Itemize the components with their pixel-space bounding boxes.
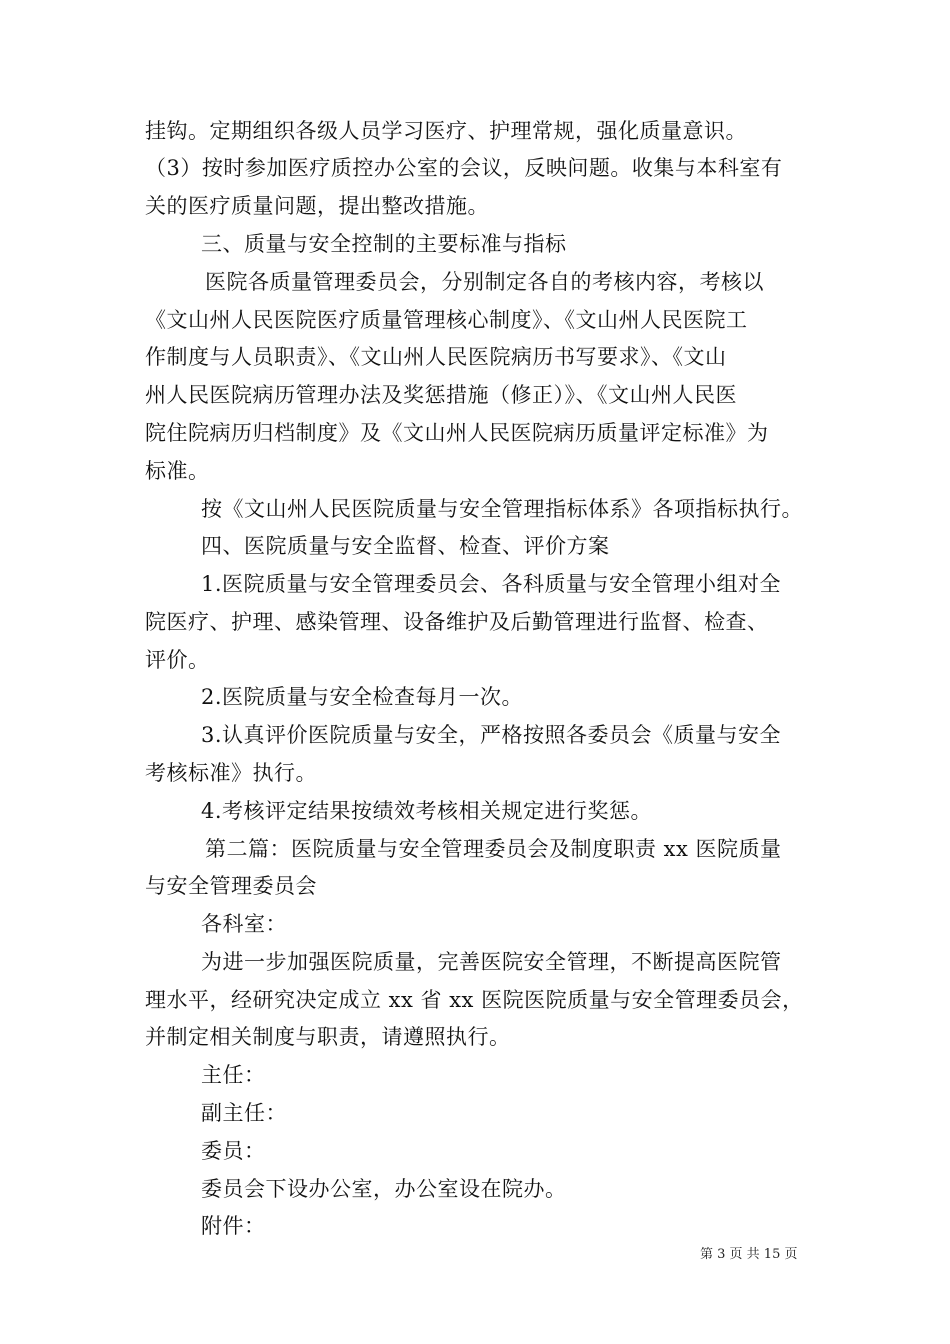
text-line: 作制度与人员职责》、《文山州人民医院病历书写要求》、《文山 — [145, 345, 727, 369]
field-label: 主任： — [201, 1063, 266, 1087]
text-line: 评价。 — [145, 648, 210, 672]
chapter-heading: 第二篇：医院质量与安全管理委员会及制度职责 xx 医院质量 — [205, 837, 782, 861]
chapter-heading: 与安全管理委员会 — [145, 874, 317, 898]
field-label: 副主任： — [201, 1101, 287, 1125]
text-line: 医院各质量管理委员会，分别制定各自的考核内容，考核以 — [205, 270, 764, 294]
text-line: 院住院病历归档制度》及《文山州人民医院病历质量评定标准》为 — [145, 421, 769, 445]
text-line: 考核标准》执行。 — [145, 761, 317, 785]
text-line: 院医疗、护理、感染管理、设备维护及后勤管理进行监督、检查、 — [145, 610, 769, 634]
text-line: 关的医疗质量问题，提出整改措施。 — [145, 194, 489, 218]
text-line: 《文山州人民医院医疗质量管理核心制度》、《文山州人民医院工 — [145, 308, 748, 332]
salutation: 各科室： — [201, 912, 287, 936]
section-heading: 三、质量与安全控制的主要标准与指标 — [201, 232, 567, 256]
list-item: 4.考核评定结果按绩效考核相关规定进行奖惩。 — [201, 799, 653, 823]
text-line: 委员会下设办公室，办公室设在院办。 — [201, 1177, 567, 1201]
text-line: 按《文山州人民医院质量与安全管理指标体系》各项指标执行。 — [201, 497, 803, 521]
list-item: 3.认真评价医院质量与安全，严格按照各委员会《质量与安全 — [201, 723, 782, 747]
field-label: 附件： — [201, 1214, 266, 1238]
page-number: 第 3 页 共 15 页 — [700, 1247, 798, 1262]
text-line: 并制定相关制度与职责，请遵照执行。 — [145, 1025, 511, 1049]
text-line: 标准。 — [145, 459, 210, 483]
section-heading: 四、医院质量与安全监督、检查、评价方案 — [201, 534, 610, 558]
list-item: 1.医院质量与安全管理委员会、各科质量与安全管理小组对全 — [201, 572, 782, 596]
text-line: 州人民医院病历管理办法及奖惩措施（修正）》、《文山州人民医 — [145, 383, 737, 407]
text-line: 理水平，经研究决定成立 xx 省 xx 医院医院质量与安全管理委员会， — [145, 988, 804, 1012]
text-line: （3）按时参加医疗质控办公室的会议，反映问题。收集与本科室有 — [145, 156, 783, 180]
text-line: 为进一步加强医院质量，完善医院安全管理，不断提高医院管 — [201, 950, 782, 974]
text-line: 挂钩。定期组织各级人员学习医疗、护理常规，强化质量意识。 — [145, 119, 747, 143]
list-item: 2.医院质量与安全检查每月一次。 — [201, 685, 524, 709]
field-label: 委员： — [201, 1139, 266, 1163]
